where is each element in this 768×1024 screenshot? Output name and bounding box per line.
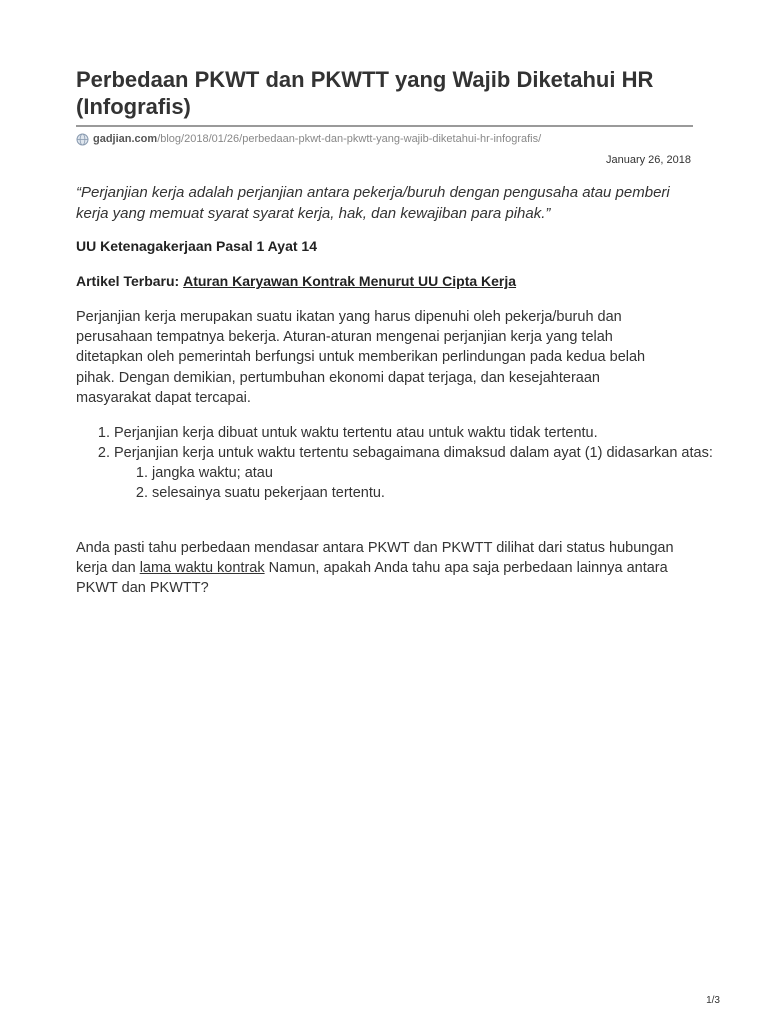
- sub-list-item: 1. jangka waktu; atau: [152, 463, 714, 483]
- closing-paragraph: [76, 538, 676, 599]
- closing-text-start: Anda pasti tahu perbedaan mendasar antara PKWT dan PKWTT dilihat dari status hubungan kerja dan: [76, 540, 674, 577]
- sub-list: [114, 463, 714, 503]
- source-url[interactable]: [76, 131, 541, 147]
- page-title: Perbedaan PKWT dan PKWTT yang Wajib Diketahui HR (Infografis): [76, 67, 654, 119]
- globe-icon: [76, 133, 89, 146]
- contract-duration-link[interactable]: lama waktu kontrak: [139, 560, 265, 577]
- list-item: 1. Perjanjian kerja dibuat untuk waktu tertentu atau untuk waktu tidak tertentu.: [114, 423, 714, 443]
- source-path[interactable]: /blog/2018/01/26/perbedaan-pkwt-dan-pkwtt-yang-wajib-diketahui-hr-infografis/: [157, 133, 542, 145]
- closing-text-end: Namun, apakah Anda tahu apa saja perbedaan lainnya antara PKWT dan PKWTT?: [76, 560, 668, 597]
- sub-list-item: 2. selesainya suatu pekerjaan tertentu.: [152, 483, 714, 503]
- related-label: Artikel Terbaru:: [76, 273, 180, 289]
- definition-quote: “Perjanjian kerja adalah perjanjian antara pekerja/buruh dengan pengusaha atau pemberi kerja yang memuat syarat syarat kerja, hak, dan kewajiban para pihak.”: [76, 184, 670, 222]
- law-reference: UU Ketenagakerjaan Pasal 1 Ayat 14: [76, 238, 317, 254]
- title-divider: [76, 125, 693, 127]
- list-item-text: Perjanjian kerja untuk waktu tertentu sebagaimana dimaksud dalam ayat (1) didasarkan atas:: [114, 445, 713, 461]
- related-article: [76, 273, 516, 289]
- publish-date: January 26, 2018: [605, 154, 691, 166]
- page-number: 1/3: [706, 995, 720, 1006]
- related-article-link[interactable]: Aturan Karyawan Kontrak Menurut UU Cipta Kerja: [183, 273, 517, 289]
- intro-paragraph: Perjanjian kerja merupakan suatu ikatan yang harus dipenuhi oleh pekerja/buruh dan perusahaan tempatnya bekerja. Aturan-aturan mengenai perjanjian kerja yang telah ditetapkan oleh pemerintah berfungsi untuk memberikan perlindungan pada kedua belah pihak. Dengan demikian, pertumbuhan ekonomi dapat terjaga, dan kesejahteraan masyarakat dapat tercapai.: [76, 309, 646, 406]
- source-domain[interactable]: gadjian.com: [93, 133, 158, 145]
- contract-rules-list: [76, 423, 714, 503]
- list-item: [114, 443, 714, 503]
